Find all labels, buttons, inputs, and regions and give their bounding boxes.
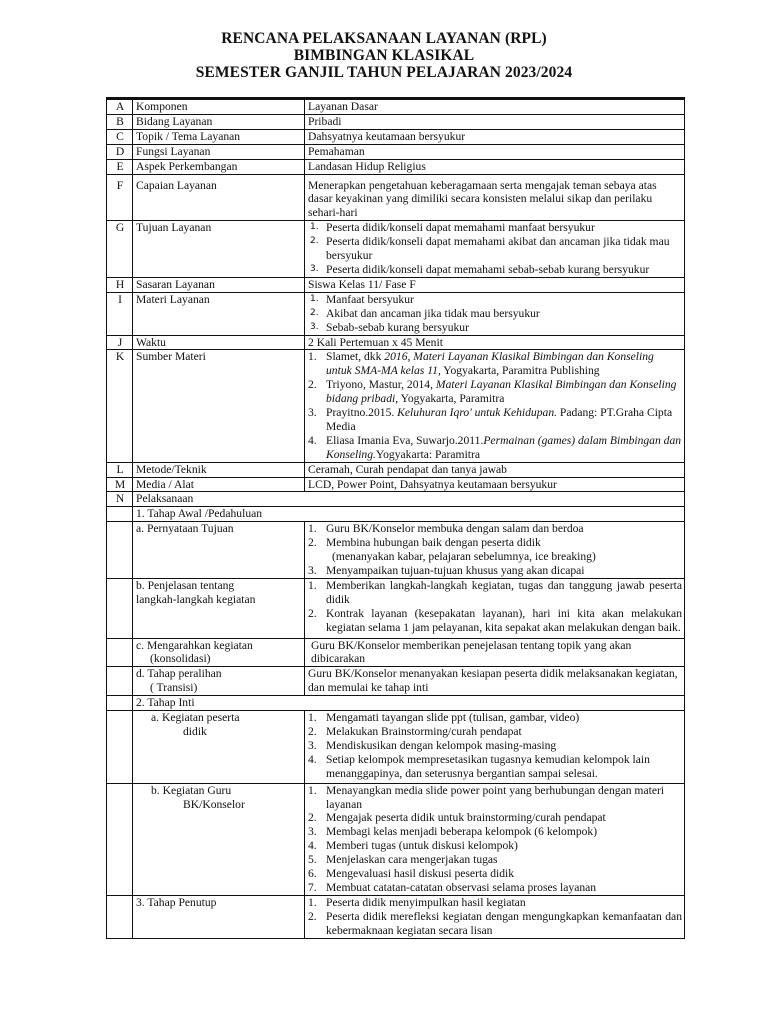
table-row bbox=[107, 335, 685, 350]
row-code: H bbox=[107, 277, 133, 292]
list-item: 1. Peserta didik/konseli dapat memahami manfaat bersyukur bbox=[310, 221, 595, 235]
list-item: 1. Guru BK/Konselor membuka dengan salam dan berdoa bbox=[308, 522, 584, 536]
step-list bbox=[308, 784, 682, 895]
rpl-table bbox=[106, 97, 685, 939]
sumber-list bbox=[308, 350, 682, 461]
row-code: G bbox=[107, 221, 133, 278]
table-row bbox=[107, 159, 685, 174]
table-row bbox=[107, 174, 685, 221]
list-item: 3. Peserta didik/konseli dapat memahami sebab-sebab kurang bersyukur bbox=[310, 262, 650, 276]
row-label: Waktu bbox=[133, 335, 305, 350]
list-item: 2. Mengajak peserta didik untuk brainstorming/curah pendapat bbox=[308, 811, 606, 825]
list-item: 2. Peserta didik merefleksi kegiatan dengan mengungkapkan kemanfaatan dan kebermaknaan kegiatan secara lisan bbox=[308, 909, 682, 937]
row-label: Komponen bbox=[133, 99, 305, 115]
list-item: 3. Membagi kelas menjadi beberapa kelompok (6 kelompok) bbox=[308, 825, 598, 839]
row-value: Layanan Dasar bbox=[305, 99, 685, 115]
table-row bbox=[107, 114, 685, 129]
document-title bbox=[0, 30, 768, 81]
materi-list bbox=[308, 293, 682, 335]
list-item: 3. Prayitno.2015. Keluhuran Iqro' untuk Kehidupan. Padang: PT.Graha Cipta Media bbox=[308, 406, 673, 433]
step-list bbox=[308, 522, 682, 578]
table-row bbox=[107, 129, 685, 144]
step-list bbox=[308, 579, 682, 635]
table-row bbox=[107, 507, 685, 522]
section-title: 2. Tahap Inti bbox=[133, 696, 685, 711]
row-label: Pelaksanaan bbox=[133, 492, 685, 507]
row-label: Tujuan Layanan bbox=[133, 221, 305, 278]
list-item: 4. Eliasa Imania Eva, Suwarjo.2011.Permainan (games) dalam Bimbingan dan Konseling.Yogyakarta: Paramitra bbox=[308, 433, 682, 461]
row-code: I bbox=[107, 292, 133, 335]
list-item: 4. Setiap kelompok mempresetasikan tugasnya kemudian kelompok lain menanggapinya, dan seterusnya bergantian sampai selesai. bbox=[308, 752, 650, 780]
row-value: Ceramah, Curah pendapat dan tanya jawab bbox=[305, 462, 685, 477]
table-row bbox=[107, 638, 685, 667]
step-list bbox=[308, 896, 682, 938]
row-value: Landasan Hidup Religius bbox=[305, 159, 685, 174]
step-text: Guru BK/Konselor menanyakan kesiapan peserta didik melaksanakan kegiatan, dan memulai ke tahap inti bbox=[305, 667, 685, 696]
row-value bbox=[305, 350, 685, 462]
list-item: 2. Peserta didik/konseli dapat memahami akibat dan ancaman jika tidak mau bersyukur bbox=[310, 235, 670, 263]
step-list bbox=[308, 711, 682, 781]
list-item: 1. Mengamati tayangan slide ppt (tulisan, gambar, video) bbox=[308, 711, 580, 725]
list-item: 3. Menyampaikan tujuan-tujuan khusus yang akan dicapai bbox=[308, 564, 585, 577]
table-row bbox=[107, 578, 685, 638]
list-item: 2. Akibat dan ancaman jika tidak mau bersyukur bbox=[310, 306, 540, 320]
row-code: N bbox=[107, 492, 133, 507]
step-label: d. Tahap peralihan ( Transisi) bbox=[133, 667, 305, 696]
list-item: 3. Mendiskusikan dengan kelompok masing-masing bbox=[308, 738, 557, 752]
row-value: Dahsyatnya keutamaan bersyukur bbox=[305, 129, 685, 144]
row-label: Capaian Layanan bbox=[133, 174, 305, 221]
step-label: b. Penjelasan tentang langkah-langkah kegiatan bbox=[133, 578, 305, 638]
row-value: 2 Kali Pertemuan x 45 Menit bbox=[305, 335, 685, 350]
list-item: 2. Kontrak layanan (kesepakatan layanan), hari ini kita akan melakukan kegiatan selama 1 jam pelayanan, kita sepakat akan melakukan dengan baik. bbox=[308, 606, 682, 634]
table-row bbox=[107, 783, 685, 895]
list-item: 4. Memberi tugas (untuk diskusi kelompok) bbox=[308, 839, 518, 853]
row-code: M bbox=[107, 477, 133, 492]
row-code: D bbox=[107, 144, 133, 159]
row-label: Media / Alat bbox=[133, 477, 305, 492]
title-line-2: BIMBINGAN KLASIKAL bbox=[293, 47, 475, 64]
table-row bbox=[107, 696, 685, 711]
table-row bbox=[107, 667, 685, 696]
row-code: A bbox=[107, 99, 133, 115]
list-item: 6. Mengevaluasi hasil diskusi peserta didik bbox=[308, 867, 515, 881]
table-row bbox=[107, 895, 685, 938]
row-code: J bbox=[107, 335, 133, 350]
row-label: Bidang Layanan bbox=[133, 114, 305, 129]
table-row bbox=[107, 144, 685, 159]
list-item: 1. Slamet, dkk 2016, Materi Layanan Klasikal Bimbingan dan Konseling untuk SMA-MA kelas 11, Yogyakarta, Paramitra Publishing bbox=[308, 350, 654, 378]
list-item: 1. Manfaat bersyukur bbox=[310, 292, 414, 306]
list-item: 1. Peserta didik menyimpulkan hasil kegiatan bbox=[308, 895, 526, 909]
step-label: a. Kegiatan peserta didik bbox=[133, 711, 305, 784]
row-value: Menerapkan pengetahuan keberagamaan serta mengajak teman sebaya atas dasar keyakinan yang dimiliki secara konsisten melalui sikap dan perilaku sehari-hari bbox=[305, 174, 685, 221]
table-row bbox=[107, 221, 685, 278]
list-item: 2. Melakukan Brainstorming/curah pendapat bbox=[308, 724, 522, 738]
table-row bbox=[107, 292, 685, 335]
list-item: 7. Membuat catatan-catatan observasi selama proses layanan bbox=[308, 880, 597, 894]
row-code: L bbox=[107, 462, 133, 477]
row-label: Fungsi Layanan bbox=[133, 144, 305, 159]
title-line-3: SEMESTER GANJIL TAHUN PELAJARAN 2023/2024 bbox=[195, 64, 573, 81]
table-row bbox=[107, 277, 685, 292]
row-value: Pribadi bbox=[305, 114, 685, 129]
section-title: 3. Tahap Penutup bbox=[133, 895, 305, 938]
row-value bbox=[305, 292, 685, 335]
row-code: E bbox=[107, 159, 133, 174]
row-code: F bbox=[107, 174, 133, 221]
row-label: Sumber Materi bbox=[133, 350, 305, 462]
table-row bbox=[107, 711, 685, 784]
list-item: 2. Triyono, Mastur, 2014, Materi Layanan Klasikal Bimbingan dan Konseling bidang pribadi, Yogyakarta, Paramitra bbox=[308, 378, 677, 406]
title-line-1: RENCANA PELAKSANAAN LAYANAN (RPL) bbox=[221, 30, 547, 47]
row-code: C bbox=[107, 129, 133, 144]
list-item: 2. Membina hubungan baik dengan peserta didik (menanyakan kabar, pelajaran sebelumnya, ice breaking) bbox=[308, 536, 596, 564]
step-label: a. Pernyataan Tujuan bbox=[133, 522, 305, 579]
table-row bbox=[107, 99, 685, 115]
step-label: c. Mengarahkan kegiatan (konsolidasi) bbox=[133, 638, 305, 667]
row-label: Aspek Perkembangan bbox=[133, 159, 305, 174]
row-label: Sasaran Layanan bbox=[133, 277, 305, 292]
table-row bbox=[107, 492, 685, 507]
list-item: 3. Sebab-sebab kurang bersyukur bbox=[310, 320, 469, 334]
list-item: 1. Menayangkan media slide power point yang berhubungan dengan materi layanan bbox=[308, 783, 665, 811]
table-row bbox=[107, 477, 685, 492]
step-text: Guru BK/Konselor memberikan penejelasan tentang topik yang akan dibicarakan bbox=[305, 638, 685, 667]
row-code: K bbox=[107, 350, 133, 462]
table-row bbox=[107, 350, 685, 462]
row-code: B bbox=[107, 114, 133, 129]
row-value: Siswa Kelas 11/ Fase F bbox=[305, 277, 685, 292]
table-row bbox=[107, 522, 685, 579]
row-label: Topik / Tema Layanan bbox=[133, 129, 305, 144]
step-label: b. Kegiatan Guru BK/Konselor bbox=[133, 783, 305, 895]
row-value: Pemahaman bbox=[305, 144, 685, 159]
row-label: Materi Layanan bbox=[133, 292, 305, 335]
section-title: 1. Tahap Awal /Pedahuluan bbox=[133, 507, 685, 522]
table-row bbox=[107, 462, 685, 477]
list-item: 1. Memberikan langkah-langkah kegiatan, tugas dan tanggung jawab peserta didik bbox=[308, 578, 682, 606]
list-item: 5. Menjelaskan cara mengerjakan tugas bbox=[308, 853, 498, 867]
tujuan-list bbox=[308, 221, 682, 277]
row-value: LCD, Power Point, Dahsyatnya keutamaan bersyukur bbox=[305, 477, 685, 492]
row-label: Metode/Teknik bbox=[133, 462, 305, 477]
row-value bbox=[305, 221, 685, 278]
